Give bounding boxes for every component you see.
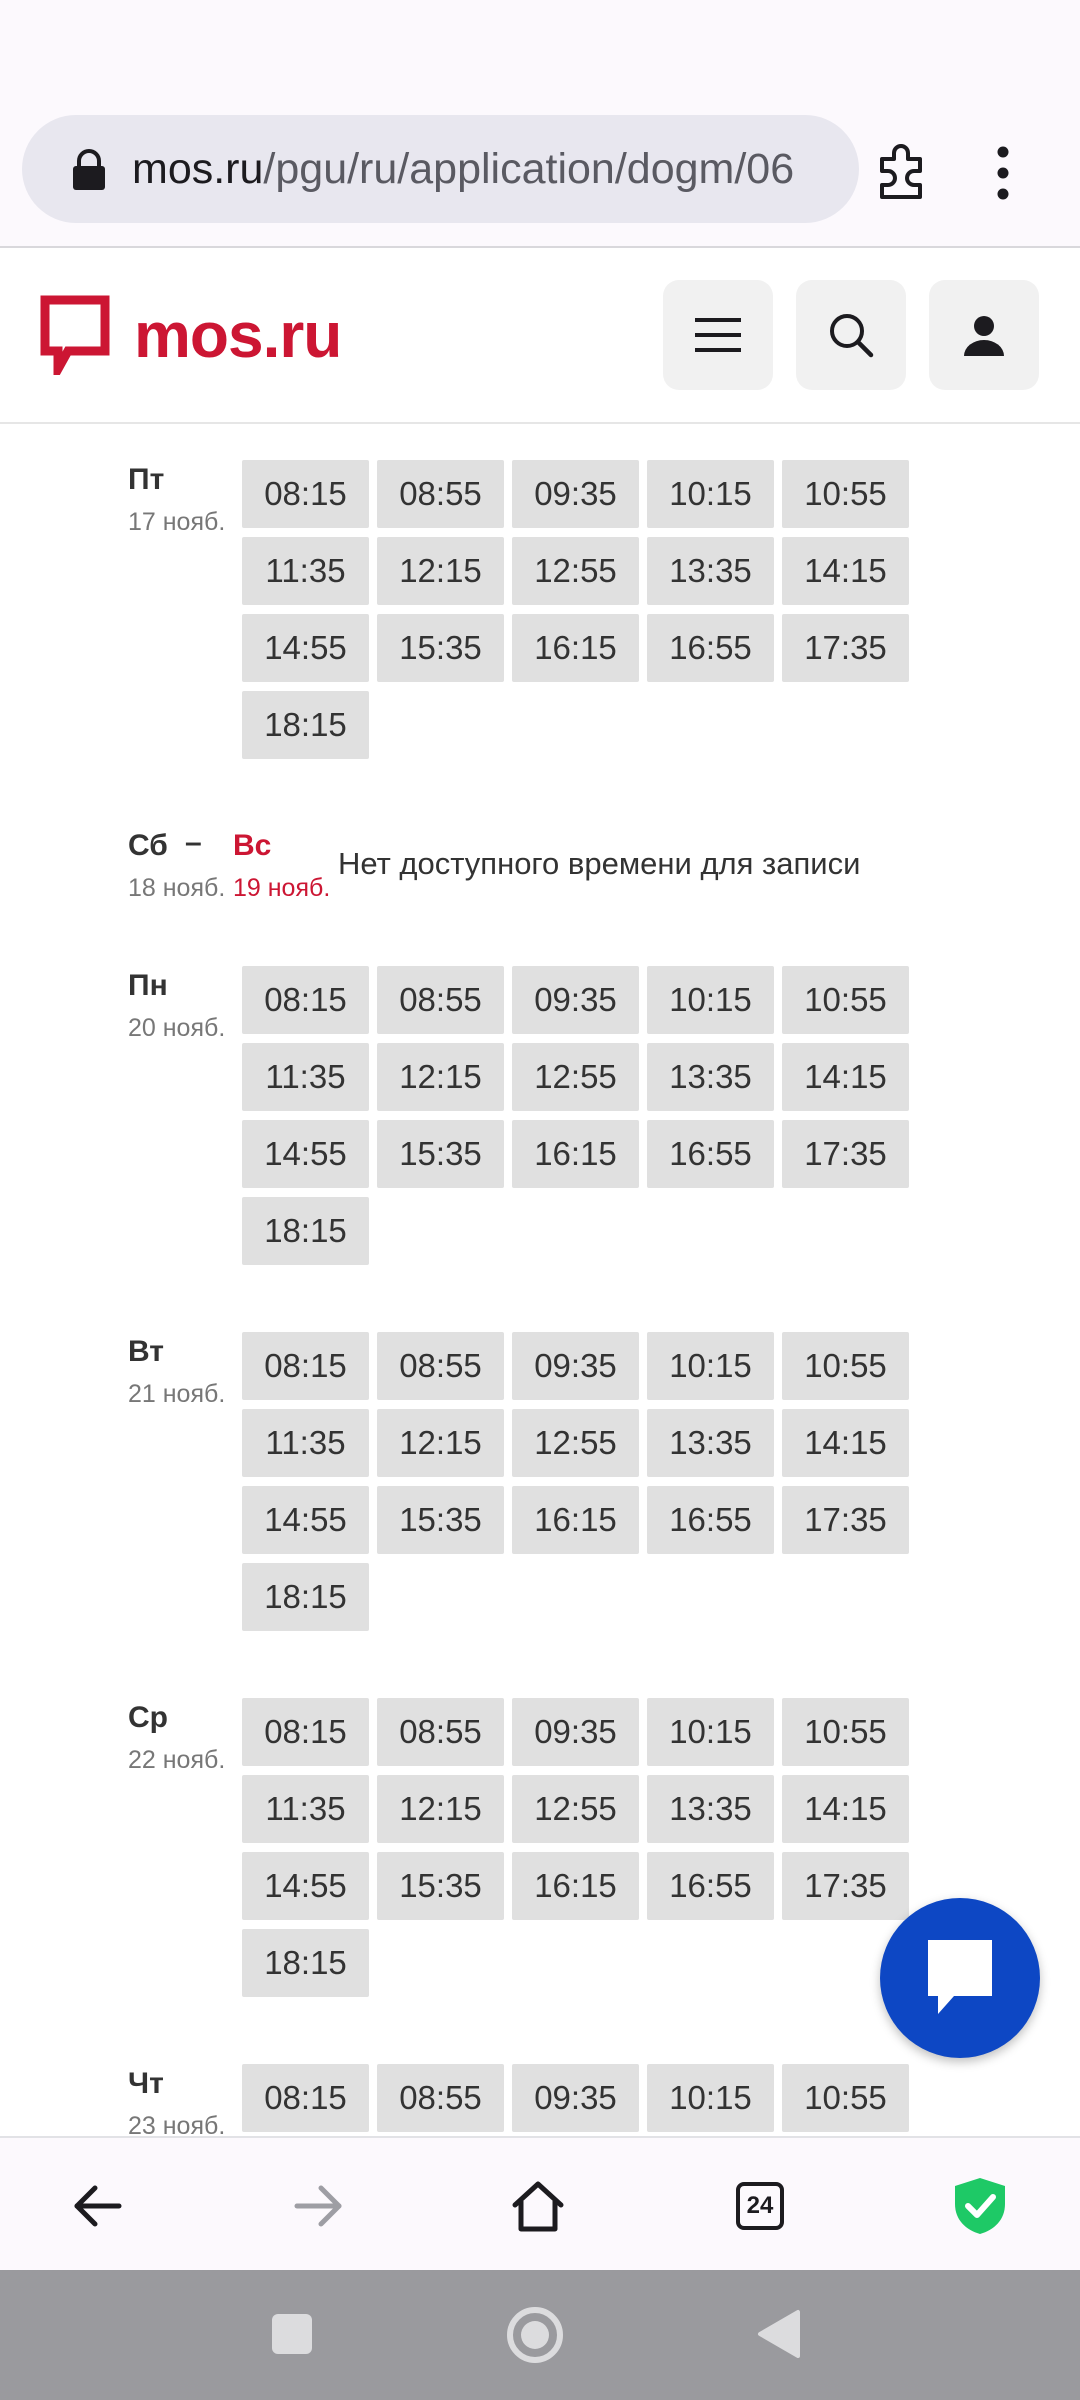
profile-button[interactable] — [929, 280, 1039, 390]
day-date: 19 нояб. — [233, 874, 331, 902]
day-name: Вс — [233, 829, 272, 862]
day-schedule — [128, 1298, 928, 1658]
chat-button[interactable] — [880, 1898, 1040, 2058]
time-slot-button[interactable]: 08:15 — [242, 1332, 369, 1400]
time-slot-grid — [242, 1698, 909, 1997]
time-slot-button[interactable]: 09:35 — [512, 1332, 639, 1400]
time-slot-button[interactable]: 10:55 — [782, 966, 909, 1034]
time-slot-button[interactable]: 08:15 — [242, 966, 369, 1034]
time-slot-button[interactable]: 18:15 — [242, 1563, 369, 1631]
time-slot-button[interactable]: 08:55 — [377, 2064, 504, 2132]
time-slot-button[interactable]: 15:35 — [377, 1852, 504, 1920]
time-slot-button[interactable]: 11:35 — [242, 1409, 369, 1477]
time-slot-button[interactable]: 13:35 — [647, 1409, 774, 1477]
day-schedule — [128, 2030, 928, 2136]
shield-button[interactable] — [948, 2174, 1012, 2238]
day-name: Сб — [128, 829, 168, 862]
home-icon — [511, 2179, 565, 2233]
hamburger-menu-button[interactable] — [663, 280, 773, 390]
time-slot-grid — [242, 1332, 909, 1631]
time-slot-button[interactable]: 18:15 — [242, 1929, 369, 1997]
day-date: 17 нояб. — [128, 508, 226, 536]
time-slot-grid — [242, 2064, 909, 2132]
time-slot-button[interactable]: 16:15 — [512, 1486, 639, 1554]
tabs-button[interactable] — [728, 2174, 792, 2238]
browser-toolbar — [0, 100, 1080, 248]
url-host: mos.ru — [132, 145, 264, 193]
time-slot-button[interactable]: 14:15 — [782, 1775, 909, 1843]
time-slot-button[interactable]: 10:15 — [647, 460, 774, 528]
time-slot-button[interactable]: 09:35 — [512, 2064, 639, 2132]
day-schedule — [128, 932, 928, 1292]
time-slot-button[interactable]: 16:55 — [647, 614, 774, 682]
time-slot-button[interactable]: 18:15 — [242, 1197, 369, 1265]
url-path: /pgu/ru/application/dogm/06 — [263, 145, 795, 193]
time-slot-button[interactable]: 09:35 — [512, 966, 639, 1034]
time-slot-button[interactable]: 12:15 — [377, 1409, 504, 1477]
day-date: 23 нояб. — [128, 2112, 226, 2136]
day-label — [128, 2064, 238, 2136]
time-slot-button[interactable]: 17:35 — [782, 1120, 909, 1188]
home-button[interactable] — [506, 2174, 570, 2238]
time-slot-button[interactable]: 09:35 — [512, 460, 639, 528]
time-slot-button[interactable]: 12:55 — [512, 1043, 639, 1111]
time-slot-button[interactable]: 08:15 — [242, 460, 369, 528]
time-slot-button[interactable]: 16:55 — [647, 1120, 774, 1188]
system-navigation-bar — [0, 2270, 1080, 2400]
range-separator: – — [185, 826, 202, 859]
home-nav-icon[interactable] — [506, 2306, 564, 2364]
day-name: Вт — [128, 1335, 164, 1368]
time-slot-button[interactable]: 10:55 — [782, 460, 909, 528]
time-slot-button[interactable]: 08:55 — [377, 966, 504, 1034]
logo-text: mos.ru — [134, 299, 342, 371]
menu-more-icon[interactable] — [980, 144, 1026, 202]
time-slot-button[interactable]: 12:15 — [377, 537, 504, 605]
time-slot-button[interactable]: 08:15 — [242, 2064, 369, 2132]
site-header — [0, 250, 1080, 424]
time-slot-button[interactable]: 10:15 — [647, 1332, 774, 1400]
time-slot-button[interactable]: 16:15 — [512, 614, 639, 682]
time-slot-button[interactable]: 08:55 — [377, 460, 504, 528]
time-slot-button[interactable]: 08:55 — [377, 1332, 504, 1400]
time-slot-button[interactable]: 10:15 — [647, 1698, 774, 1766]
time-slot-button[interactable]: 10:55 — [782, 1332, 909, 1400]
chat-icon — [924, 1936, 996, 2020]
day-name: Чт — [128, 2067, 164, 2100]
time-slot-button[interactable]: 14:15 — [782, 1043, 909, 1111]
time-slot-button[interactable]: 13:35 — [647, 1775, 774, 1843]
address-bar[interactable] — [22, 115, 859, 223]
time-slot-button[interactable]: 14:15 — [782, 1409, 909, 1477]
day-schedule — [128, 1664, 928, 2024]
user-icon — [963, 314, 1005, 356]
extensions-icon[interactable] — [868, 133, 944, 209]
time-slot-button[interactable]: 10:15 — [647, 2064, 774, 2132]
back-nav-icon[interactable] — [756, 2308, 802, 2360]
time-slot-button[interactable]: 14:55 — [242, 1852, 369, 1920]
forward-button[interactable] — [286, 2174, 350, 2238]
time-slot-button[interactable]: 12:55 — [512, 537, 639, 605]
tab-count-badge: 24 — [736, 2182, 784, 2230]
day-label — [128, 460, 238, 540]
search-icon — [828, 312, 874, 358]
time-slot-button[interactable]: 15:35 — [377, 1120, 504, 1188]
time-slot-button[interactable]: 18:15 — [242, 691, 369, 759]
browser-bottom-bar — [0, 2136, 1080, 2270]
time-slot-button[interactable]: 14:55 — [242, 1120, 369, 1188]
day-schedule — [128, 426, 928, 786]
time-slot-button[interactable]: 10:55 — [782, 1698, 909, 1766]
time-slot-button[interactable]: 12:55 — [512, 1775, 639, 1843]
day-name: Пн — [128, 969, 168, 1002]
day-date: 18 нояб. — [128, 874, 226, 902]
time-slot-button[interactable]: 12:55 — [512, 1409, 639, 1477]
time-slot-button[interactable]: 14:55 — [242, 614, 369, 682]
day-date: 21 нояб. — [128, 1380, 226, 1408]
search-button[interactable] — [796, 280, 906, 390]
time-slot-button[interactable]: 09:35 — [512, 1698, 639, 1766]
day-date: 20 нояб. — [128, 1014, 226, 1042]
site-logo[interactable] — [40, 292, 341, 378]
day-label — [128, 966, 238, 1046]
weekend-unavailable-row — [128, 826, 928, 906]
day-label — [128, 1332, 238, 1412]
logo-mark-icon — [40, 295, 110, 375]
time-slot-button[interactable]: 12:15 — [377, 1775, 504, 1843]
time-slot-button[interactable]: 13:35 — [647, 537, 774, 605]
time-slot-button[interactable]: 11:35 — [242, 1775, 369, 1843]
time-slot-button[interactable]: 08:55 — [377, 1698, 504, 1766]
time-slot-button[interactable]: 17:35 — [782, 614, 909, 682]
time-slot-button[interactable]: 11:35 — [242, 1043, 369, 1111]
time-slot-button[interactable]: 10:55 — [782, 2064, 909, 2132]
back-button[interactable] — [66, 2174, 130, 2238]
schedule-list — [0, 426, 1080, 2136]
weekend-start — [128, 826, 225, 906]
time-slot-button[interactable]: 15:35 — [377, 614, 504, 682]
recents-icon[interactable] — [270, 2312, 314, 2356]
time-slot-button[interactable]: 12:15 — [377, 1043, 504, 1111]
time-slot-button[interactable]: 16:15 — [512, 1852, 639, 1920]
time-slot-button[interactable]: 17:35 — [782, 1486, 909, 1554]
day-name: Ср — [128, 1701, 168, 1734]
status-bar — [0, 0, 1080, 100]
time-slot-button[interactable]: 11:35 — [242, 537, 369, 605]
url-text — [132, 143, 857, 195]
arrow-back-icon — [73, 2184, 123, 2228]
day-name: Пт — [128, 463, 165, 496]
time-slot-button[interactable]: 10:15 — [647, 966, 774, 1034]
time-slot-grid — [242, 966, 909, 1265]
no-slots-message: Нет доступного времени для записи — [338, 846, 861, 881]
hamburger-icon — [695, 318, 741, 352]
shield-check-icon — [953, 2176, 1007, 2236]
weekend-end — [233, 826, 330, 906]
time-slot-button[interactable]: 13:35 — [647, 1043, 774, 1111]
day-date: 22 нояб. — [128, 1746, 226, 1774]
time-slot-button[interactable]: 17:35 — [782, 1852, 909, 1920]
time-slot-button[interactable]: 16:15 — [512, 1120, 639, 1188]
time-slot-grid — [242, 460, 909, 759]
time-slot-button[interactable]: 14:55 — [242, 1486, 369, 1554]
lock-icon — [70, 149, 108, 191]
time-slot-button[interactable]: 16:55 — [647, 1486, 774, 1554]
time-slot-button[interactable]: 14:15 — [782, 537, 909, 605]
day-label — [128, 1698, 238, 1778]
time-slot-button[interactable]: 08:15 — [242, 1698, 369, 1766]
arrow-forward-icon — [293, 2184, 343, 2228]
time-slot-button[interactable]: 16:55 — [647, 1852, 774, 1920]
time-slot-button[interactable]: 15:35 — [377, 1486, 504, 1554]
